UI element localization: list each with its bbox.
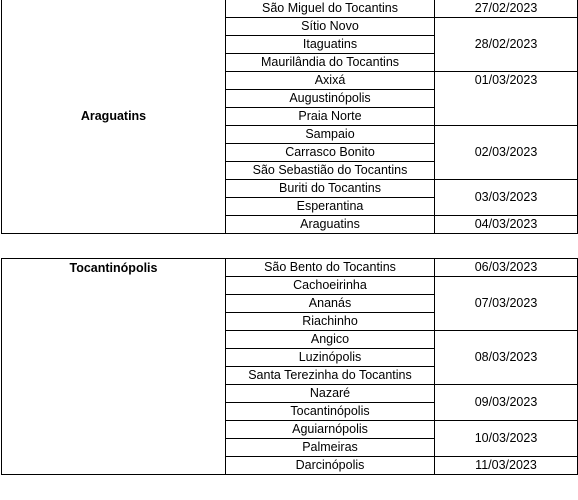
city-cell: Esperantina xyxy=(226,198,435,216)
date-cell: 06/03/2023 xyxy=(435,259,578,277)
city-cell: Nazaré xyxy=(226,385,435,403)
city-cell: Aguiarnópolis xyxy=(226,421,435,439)
city-cell: São Miguel do Tocantins xyxy=(226,0,435,18)
city-cell: São Sebastião do Tocantins xyxy=(226,162,435,180)
city-cell: Cachoeirinha xyxy=(226,277,435,295)
date-cell: 04/03/2023 xyxy=(435,216,578,234)
region-name: Araguatins xyxy=(2,0,226,234)
city-cell: São Bento do Tocantins xyxy=(226,259,435,277)
city-cell: Praia Norte xyxy=(226,108,435,126)
city-name: Buriti do Tocantins xyxy=(279,181,381,195)
city-cell: Riachinho xyxy=(226,313,435,331)
date-cell: 11/03/2023 xyxy=(435,457,578,475)
city-cell: Angico xyxy=(226,331,435,349)
date-cell: 27/02/2023 xyxy=(435,0,578,18)
city-cell: Augustinópolis xyxy=(226,90,435,108)
city-cell: Araguatins xyxy=(226,216,435,234)
city-cell: Carrasco Bonito xyxy=(226,144,435,162)
city-cell xyxy=(226,180,435,198)
date-cell: 07/03/2023 xyxy=(435,277,578,331)
city-cell: Santa Terezinha do Tocantins xyxy=(226,367,435,385)
city-cell: Sítio Novo xyxy=(226,18,435,36)
date-cell: 28/02/2023 xyxy=(435,18,578,72)
date-cell: 08/03/2023 xyxy=(435,331,578,385)
city-cell: Tocantinópolis xyxy=(226,403,435,421)
city-cell: Sampaio xyxy=(226,126,435,144)
date-cell: 01/03/2023 xyxy=(435,72,578,126)
date-cell: 02/03/2023 xyxy=(435,126,578,180)
schedule-table-araguatins xyxy=(1,0,578,234)
city-cell: Itaguatins xyxy=(226,36,435,54)
table-row xyxy=(2,259,578,277)
city-cell: Darcinópolis xyxy=(226,457,435,475)
region-name: Tocantinópolis xyxy=(2,259,226,475)
city-cell: Maurilândia do Tocantins xyxy=(226,54,435,72)
city-cell: Axixá xyxy=(226,72,435,90)
city-cell: Luzinópolis xyxy=(226,349,435,367)
table-row xyxy=(2,0,578,18)
schedule-table-tocantinopolis xyxy=(1,258,578,475)
city-cell: Palmeiras xyxy=(226,439,435,457)
city-cell: Ananás xyxy=(226,295,435,313)
date-cell: 10/03/2023 xyxy=(435,421,578,457)
date-cell: 03/03/2023 xyxy=(435,180,578,216)
date-cell: 09/03/2023 xyxy=(435,385,578,421)
